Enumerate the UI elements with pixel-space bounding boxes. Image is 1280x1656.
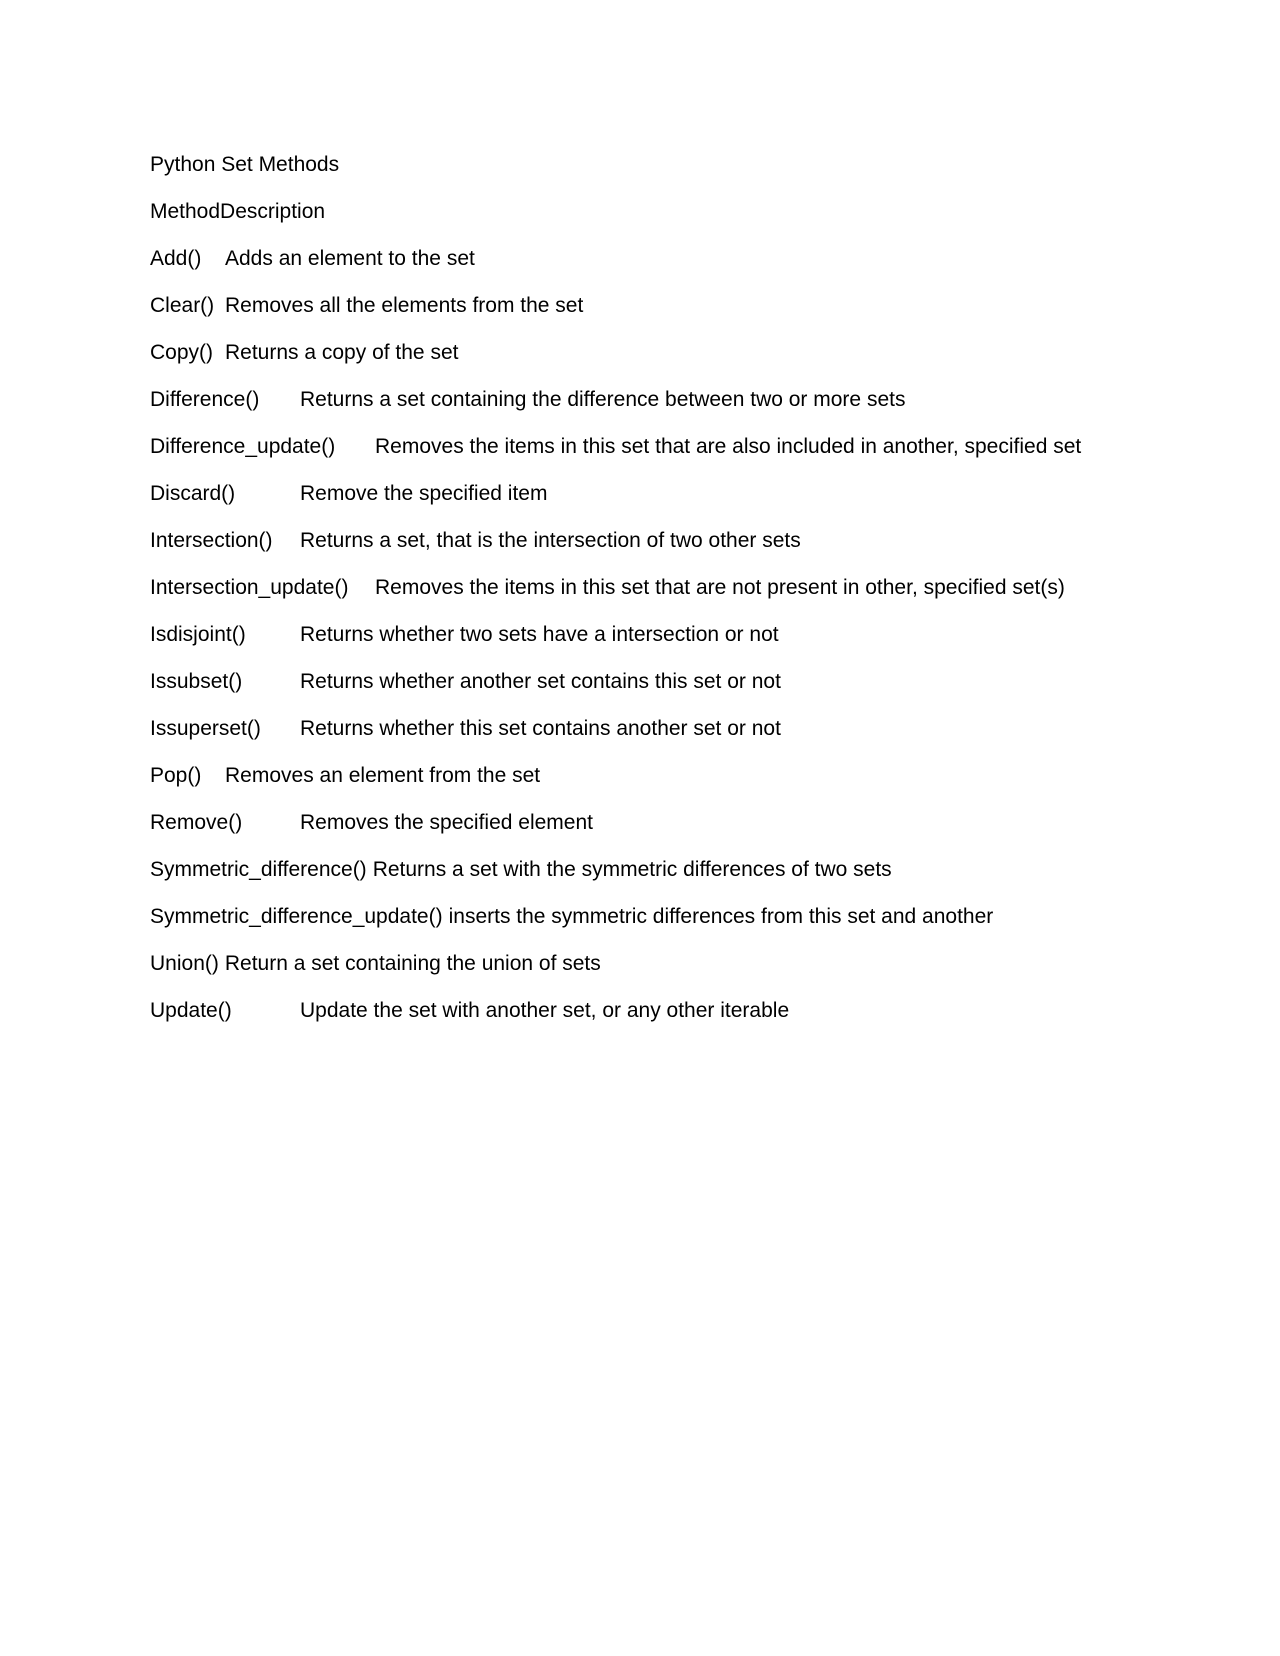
document-body: [150, 150, 1150, 1043]
method-description: Update the set with another set, or any other iterable: [300, 999, 790, 1022]
method-description: Adds an element to the set: [225, 247, 475, 270]
method-row: [150, 573, 1150, 620]
method-name: Pop(): [150, 764, 202, 787]
method-description: Returns a set with the symmetric differences of two sets: [372, 858, 892, 881]
method-row: [150, 855, 1150, 902]
method-name: Union(): [150, 952, 219, 975]
method-description: Removes the items in this set that are also included in another, specified set: [375, 435, 1082, 458]
method-description: Returns a copy of the set: [225, 341, 459, 364]
method-row: [150, 761, 1150, 808]
method-description: Removes an element from the set: [225, 764, 541, 787]
method-name: Copy(): [150, 341, 214, 364]
method-name: Discard(): [150, 482, 236, 505]
method-row: [150, 338, 1150, 385]
method-description: Returns whether this set contains another set or not: [300, 717, 781, 740]
method-description: Returns whether another set contains this set or not: [300, 670, 781, 693]
method-row: [150, 526, 1150, 573]
method-description: Remove the specified item: [300, 482, 548, 505]
method-name: Intersection(): [150, 529, 273, 552]
method-row: [150, 714, 1150, 761]
method-description: Removes the specified element: [300, 811, 593, 834]
method-name: Difference(): [150, 388, 260, 411]
method-name: Symmetric_difference_update(): [150, 905, 443, 928]
method-row: [150, 667, 1150, 714]
method-row: [150, 432, 1150, 479]
method-name: Remove(): [150, 811, 243, 834]
method-row: [150, 620, 1150, 667]
method-description: Return a set containing the union of sets: [224, 952, 601, 975]
method-name: Add(): [150, 247, 202, 270]
method-name: Update(): [150, 999, 232, 1022]
method-name: Issuperset(): [150, 717, 261, 740]
method-name: Intersection_update(): [150, 576, 349, 599]
method-name: Difference_update(): [150, 435, 336, 458]
method-row: [150, 902, 1150, 949]
method-row: [150, 808, 1150, 855]
method-name: Issubset(): [150, 670, 243, 693]
method-row: [150, 385, 1150, 432]
method-description: Returns whether two sets have a intersection or not: [300, 623, 779, 646]
method-description: Returns a set, that is the intersection of two other sets: [300, 529, 801, 552]
method-name: Clear(): [150, 294, 215, 317]
method-description: Removes the items in this set that are not present in other, specified set(s): [375, 576, 1065, 599]
method-description: Returns a set containing the difference between two or more sets: [300, 388, 906, 411]
method-row: [150, 244, 1150, 291]
method-description: Removes all the elements from the set: [225, 294, 584, 317]
method-row: [150, 996, 1150, 1043]
method-description: inserts the symmetric differences from this set and another: [448, 905, 994, 928]
document-title: Python Set Methods: [150, 153, 340, 176]
method-row: [150, 949, 1150, 996]
method-name: Isdisjoint(): [150, 623, 246, 646]
method-name: Symmetric_difference(): [150, 858, 367, 881]
table-header-row: MethodDescription: [150, 200, 326, 223]
method-row: [150, 479, 1150, 526]
method-row: [150, 291, 1150, 338]
